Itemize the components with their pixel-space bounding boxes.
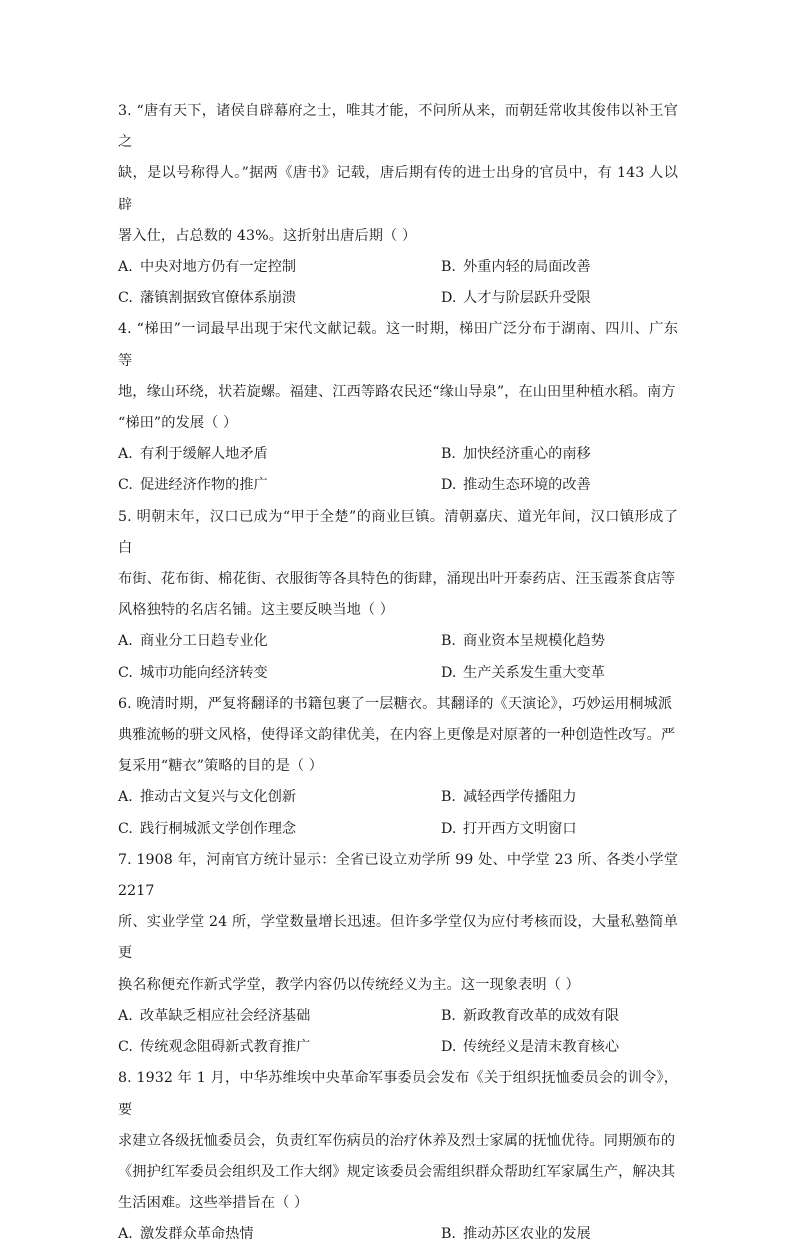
stem-line: 复采用“糖衣”策略的目的是（ ） (118, 758, 324, 775)
option-list (118, 439, 678, 501)
option-letter: B. (441, 1226, 456, 1243)
question-stem (118, 502, 678, 627)
option-text: 商业资本呈规模化趋势 (463, 633, 605, 650)
option-letter: B. (441, 259, 456, 276)
option-d[interactable] (441, 814, 678, 845)
option-text: 生产关系发生重大变革 (463, 664, 605, 681)
option-text: 推动古文复兴与文化创新 (140, 789, 297, 806)
exam-page (118, 96, 678, 1251)
option-letter: A. (118, 259, 133, 276)
question-3 (118, 96, 678, 314)
option-text: 传统经义是清末教育核心 (463, 1039, 620, 1056)
option-text: 有利于缓解人地矛盾 (140, 446, 268, 463)
stem-line: 地，缘山环绕，状若旋螺。福建、江西等路农民还“缘山导泉”，在山田里种植水稻。南方 (118, 383, 676, 400)
option-a[interactable] (118, 252, 441, 283)
option-text: 传统观念阻碍新式教育推广 (140, 1039, 311, 1056)
option-list (118, 1219, 678, 1250)
option-b[interactable] (441, 782, 678, 813)
option-letter: B. (441, 446, 456, 463)
option-letter: D. (441, 290, 457, 307)
option-letter: C. (118, 477, 133, 494)
stem-line: 3. “唐有天下，诸侯自辟幕府之士，唯其才能，不问所从来，而朝廷常收其俊伟以补王官之 (118, 103, 678, 151)
option-text: 践行桐城派文学创作理念 (140, 820, 297, 837)
question-stem (118, 1063, 678, 1219)
option-c[interactable] (118, 658, 441, 689)
option-letter: C. (118, 820, 133, 837)
stem-line: 署入仕，占总数的 43%。这折射出唐后期（ ） (118, 227, 417, 244)
option-d[interactable] (441, 470, 678, 501)
option-text: 加快经济重心的南移 (463, 446, 591, 463)
option-list (118, 626, 678, 688)
option-text: 打开西方文明窗口 (463, 820, 577, 837)
option-c[interactable] (118, 814, 441, 845)
option-text: 推动苏区农业的发展 (463, 1226, 591, 1243)
option-text: 新政教育改革的成效有限 (463, 1007, 620, 1024)
option-c[interactable] (118, 1032, 441, 1063)
stem-line: 6. 晚清时期，严复将翻译的书籍包裹了一层糖衣。其翻译的《天演论》，巧妙运用桐城派 (118, 695, 673, 712)
option-d[interactable] (441, 658, 678, 689)
option-letter: D. (441, 664, 457, 681)
question-stem (118, 96, 678, 252)
option-list (118, 782, 678, 844)
question-5 (118, 502, 678, 689)
option-letter: C. (118, 290, 133, 307)
option-text: 城市功能向经济转变 (140, 664, 268, 681)
stem-line: 生活困难。这些举措旨在（ ） (118, 1195, 309, 1212)
question-4 (118, 314, 678, 501)
stem-line: 所、实业学堂 24 所，学堂数量增长迅速。但许多学堂仅为应付考核而设，大量私塾简单更 (118, 914, 678, 962)
option-text: 激发群众革命热情 (140, 1226, 254, 1243)
option-letter: D. (441, 1039, 457, 1056)
option-list (118, 1001, 678, 1063)
stem-line: “梯田”的发展（ ） (118, 415, 238, 432)
stem-line: 风格独特的名店名铺。这主要反映当地（ ） (118, 602, 395, 619)
option-letter: D. (441, 820, 457, 837)
question-stem (118, 314, 678, 439)
stem-line: 典雅流畅的骈文风格，使得译文韵律优美，在内容上更像是对原著的一种创造性改写。严 (118, 727, 676, 744)
option-text: 人才与阶层跃升受限 (463, 290, 591, 307)
question-7 (118, 845, 678, 1063)
option-a[interactable] (118, 1219, 441, 1250)
stem-line: 7. 1908 年，河南官方统计显示：全省已设立劝学所 99 处、中学堂 23 所、各类小学堂 2217 (118, 851, 678, 900)
option-letter: A. (118, 633, 133, 650)
option-letter: B. (441, 789, 456, 806)
option-text: 藩镇割据致官僚体系崩溃 (140, 290, 297, 307)
option-list (118, 252, 678, 314)
option-c[interactable] (118, 283, 441, 314)
stem-line: 《拥护红军委员会组织及工作大纲》规定该委员会需组织群众帮助红军家属生产，解决其 (118, 1163, 676, 1180)
option-letter: C. (118, 1039, 133, 1056)
option-a[interactable] (118, 626, 441, 657)
option-text: 商业分工日趋专业化 (140, 633, 268, 650)
option-a[interactable] (118, 439, 441, 470)
stem-line: 求建立各级抚恤委员会，负责红军伤病员的治疗休养及烈士家属的抚恤优待。同期颁布的 (118, 1132, 676, 1149)
option-text: 外重内轻的局面改善 (463, 259, 591, 276)
question-8 (118, 1063, 678, 1250)
option-letter: A. (118, 446, 133, 463)
option-letter: B. (441, 1007, 456, 1024)
option-letter: A. (118, 789, 133, 806)
option-letter: A. (118, 1226, 133, 1243)
option-letter: C. (118, 664, 133, 681)
option-text: 减轻西学传播阻力 (463, 789, 577, 806)
question-stem (118, 845, 678, 1001)
option-text: 促进经济作物的推广 (140, 477, 268, 494)
stem-line: 8. 1932 年 1 月，中华苏维埃中央革命军事委员会发布《关于组织抚恤委员会的训令》，要 (118, 1070, 678, 1118)
option-a[interactable] (118, 1001, 441, 1032)
option-d[interactable] (441, 1032, 678, 1063)
option-b[interactable] (441, 1219, 678, 1250)
option-d[interactable] (441, 283, 678, 314)
option-c[interactable] (118, 470, 441, 501)
stem-line: 缺，是以号称得人。”据两《唐书》记载，唐后期有传的进士出身的官员中，有 143 人以辟 (118, 165, 678, 213)
option-b[interactable] (441, 252, 678, 283)
stem-line: 4. “梯田”一词最早出现于宋代文献记载。这一时期，梯田广泛分布于湖南、四川、广东等 (118, 321, 678, 369)
option-letter: B. (441, 633, 456, 650)
option-b[interactable] (441, 626, 678, 657)
question-6 (118, 689, 678, 845)
stem-line: 5. 明朝末年，汉口已成为“甲于全楚”的商业巨镇。清朝嘉庆、道光年间，汉口镇形成了白 (118, 508, 678, 556)
option-a[interactable] (118, 782, 441, 813)
option-text: 中央对地方仍有一定控制 (140, 259, 297, 276)
option-letter: D. (441, 477, 457, 494)
question-stem (118, 689, 678, 783)
option-b[interactable] (441, 1001, 678, 1032)
option-text: 推动生态环境的改善 (463, 477, 591, 494)
option-text: 改革缺乏相应社会经济基础 (140, 1007, 311, 1024)
option-letter: A. (118, 1007, 133, 1024)
option-b[interactable] (441, 439, 678, 470)
stem-line: 布街、花布街、棉花街、衣服街等各具特色的街肆，涌现出叶开泰药店、汪玉霞茶食店等 (118, 571, 676, 588)
stem-line: 换名称便充作新式学堂，教学内容仍以传统经义为主。这一现象表明（ ） (118, 976, 580, 993)
